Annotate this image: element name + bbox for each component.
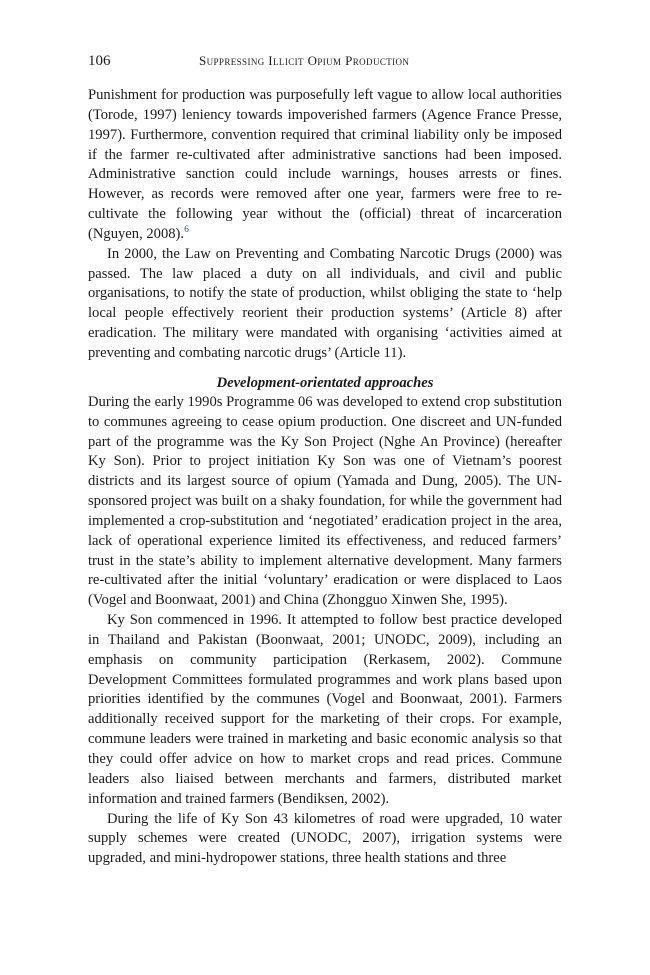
paragraph: In 2000, the Law on Preventing and Combating Narcotic Drugs (2000) was passed. The law placed a duty on all individuals, and civil and public organisations, to notify the state of production, whilst obliging the state to ‘help local people effectively reorient their production systems’ (Article 8) after eradication. The military were mandated with organising ‘activities aimed at preventing and combating narcotic drugs’ (Article 11). <box>88 245 562 361</box>
paragraph: Ky Son commenced in 1996. It attempted to follow best practice developed in Thailand and Pakistan (Boonwaat, 2001; UNODC, 2009), including an emphasis on community participation (Rerkasem, 2002). Commune Development Committees formulated programmes and work plans based upon priorities identified by the communes (Vogel and Boonwaat, 2001). Farmers additionally received support for the marketing of their crops. For example, commune leaders were trained in marketing and basic economic analysis so that they could offer advice on how to market crops and read prices. Commune leaders also liaised between merchants and farmers, distributed market information and trained farmers (Bendiksen, 2002). <box>88 612 562 807</box>
paragraph-text: Punishment for production was purposefully left vague to allow local authorities (Torode, 1997) leniency towards impoverished farmers (Agence France Presse, 1997). Furthermore, convention required that criminal liability only be imposed if the farmer re-cultivated after administrative sanctions had been imposed. Administrative sanction could include warnings, houses arrests or fines. However, as records were removed after one year, farmers were free to re-cultivate the following year without the (official) threat of incarceration (Nguyen, 2008). <box>88 87 562 242</box>
running-title: Suppressing Illicit Opium Production <box>199 53 410 68</box>
running-head <box>88 50 562 72</box>
paragraph: During the early 1990s Programme 06 was developed to extend crop substitution to communes agreeing to cease opium production. One discreet and UN-funded part of the programme was the Ky Son Project (Nghe An Province) (hereafter Ky Son). Prior to project initiation Ky Son was one of Vietnam’s poorest districts and its largest source of opium (Yamada and Dung, 2005). The UN-sponsored project was built on a shaky foundation, for while the government had implemented a crop-substitution and ‘negotiated’ eradication project in the area, lack of operational experience limited its effectiveness, and reduced farmers’ trust in the state’s ability to implement alternative development. Many farmers re-cultivated after the initial ‘voluntary’ eradication or were displaced to Laos (Vogel and Boonwaat, 2001) and China (Zhongguo Xinwen She, 1995). <box>88 393 562 609</box>
page-number: 106 <box>88 53 111 69</box>
paragraph: During the life of Ky Son 43 kilometres of road were upgraded, 10 water supply schemes were created (UNODC, 2007), irrigation systems were upgraded, and mini-hydropower stations, three health stations and three <box>88 810 562 867</box>
footnote-reference-link[interactable]: 6 <box>184 225 189 236</box>
section-heading: Development-orientated approaches <box>216 374 434 391</box>
body-text <box>88 86 562 869</box>
paragraph <box>88 86 562 245</box>
